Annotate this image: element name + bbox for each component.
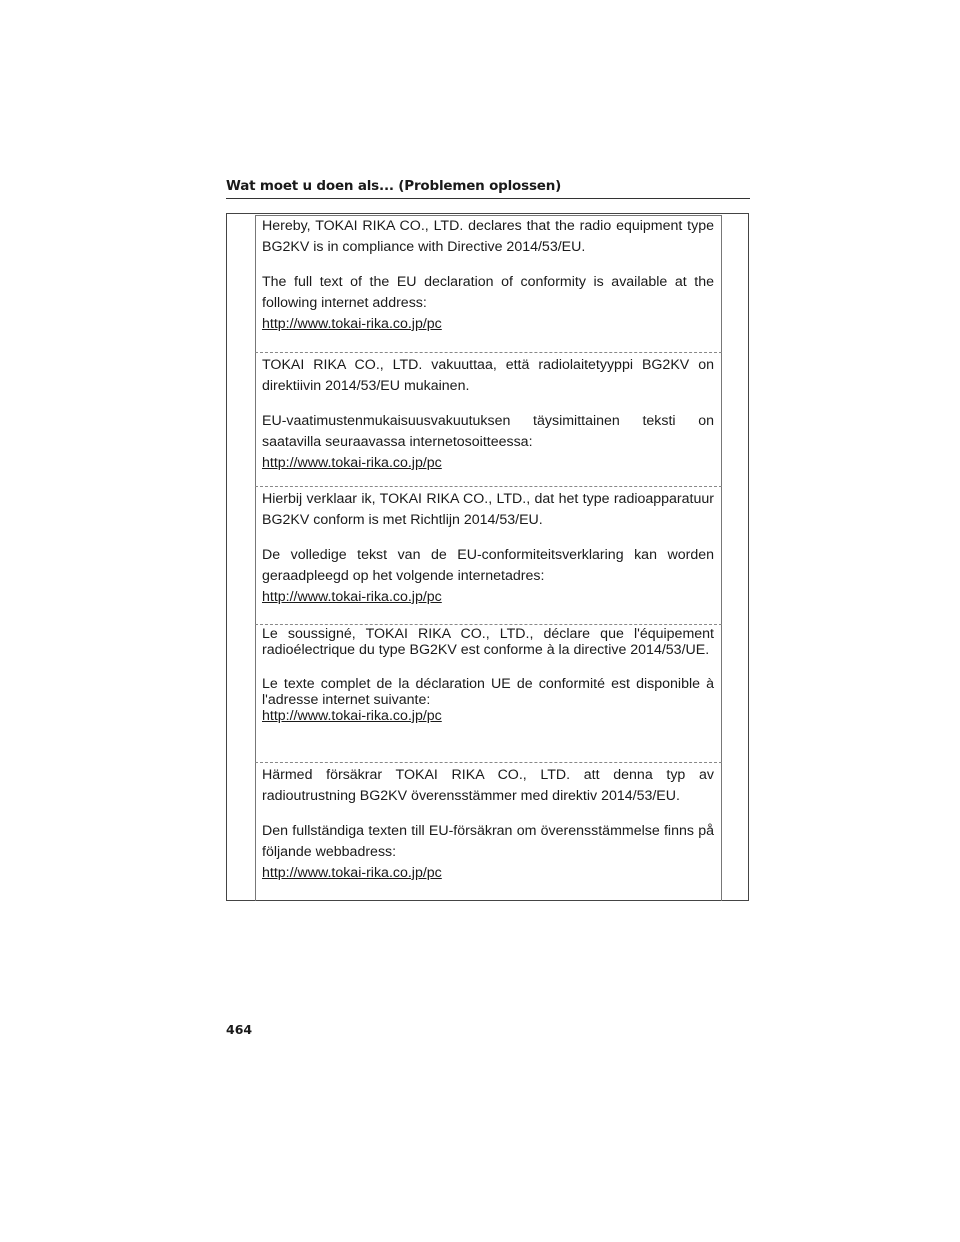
section-french [255,624,722,724]
availability-text: EU-vaatimustenmukaisuusvakuutuksen täysimittainen teksti on saatavilla seuraavassa internetosoitteessa: [262,413,714,450]
page-number: 464 [226,1022,253,1037]
section-swedish [255,762,722,884]
declaration-link[interactable]: http://www.tokai-rika.co.jp/pc [262,589,442,605]
declaration-link[interactable]: http://www.tokai-rika.co.jp/pc [262,316,442,332]
section-dutch [255,486,722,608]
declaration-link[interactable]: http://www.tokai-rika.co.jp/pc [262,455,442,471]
declaration-text: Le soussigné, TOKAI RIKA CO., LTD., déclare que l'équipement radioélectrique du type BG2KV est conforme à la directive 2014/53/UE. [262,626,714,658]
declaration-text: Härmed försäkrar TOKAI RIKA CO., LTD. att denna typ av radioutrustning BG2KV överensstämmer med direktiv 2014/53/EU. [262,767,714,804]
page-header-title: Wat moet u doen als... (Problemen oplossen) [226,178,562,194]
declaration-link[interactable]: http://www.tokai-rika.co.jp/pc [262,708,442,724]
section-english [255,216,722,335]
declaration-text: Hereby, TOKAI RIKA CO., LTD. declares that the radio equipment type BG2KV is in compliance with Directive 2014/53/EU. [262,218,714,255]
availability-text: Le texte complet de la déclaration UE de conformité est disponible à l'adresse internet suivante: [262,676,714,708]
declaration-text: Hierbij verklaar ik, TOKAI RIKA CO., LTD., dat het type radioapparatuur BG2KV conform is met Richtlijn 2014/53/EU. [262,491,714,528]
availability-text: The full text of the EU declaration of conformity is available at the following internet address: [262,274,714,311]
section-finnish [255,352,722,474]
declaration-link[interactable]: http://www.tokai-rika.co.jp/pc [262,865,442,881]
declaration-text: TOKAI RIKA CO., LTD. vakuuttaa, että radiolaitetyyppi BG2KV on direktiivin 2014/53/EU mukainen. [262,357,714,394]
availability-text: Den fullständiga texten till EU-försäkran om överensstämmelse finns på följande webbadress: [262,823,714,860]
availability-text: De volledige tekst van de EU-conformiteitsverklaring kan worden geraadpleegd op het volgende internetadres: [262,547,714,584]
header-divider [226,198,750,199]
